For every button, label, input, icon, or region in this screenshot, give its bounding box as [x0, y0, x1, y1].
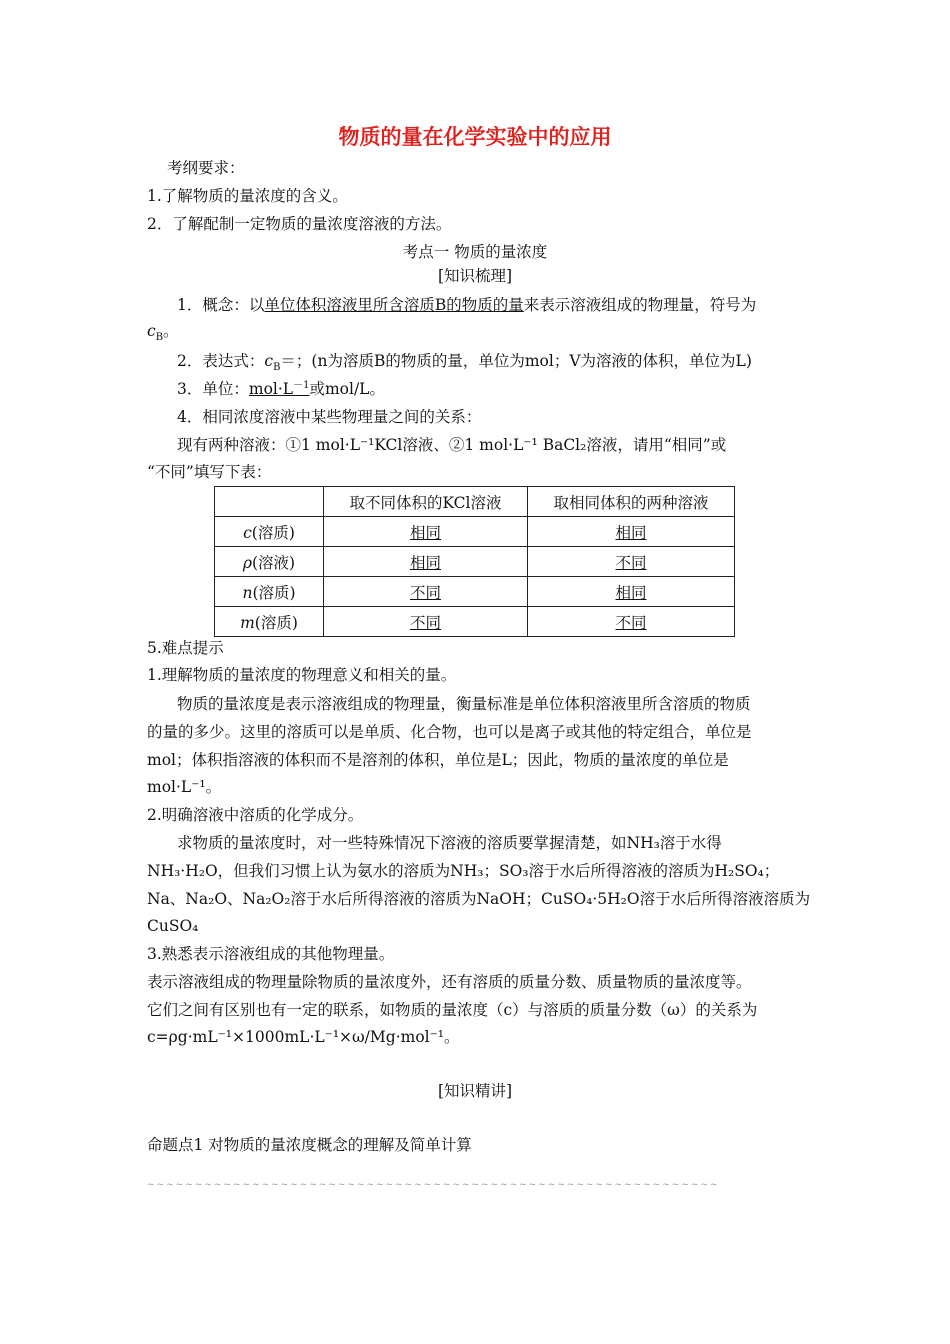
page-title: 物质的量在化学实验中的应用	[338, 125, 612, 149]
row-label: m(溶质)	[215, 607, 324, 637]
table-row	[215, 517, 735, 547]
requirement-item-1: 1.了解物质的量浓度的含义。	[147, 187, 348, 205]
section1-heading: 考点一 物质的量浓度	[402, 243, 548, 261]
table-row	[215, 577, 735, 607]
paragraph-line: NH₃·H₂O，但我们习惯上认为氨水的溶质为NH₃；SO₃溶于水后所得溶液的溶质为H₂SO₄；	[147, 862, 780, 880]
row-label: ρ(溶液)	[215, 547, 324, 577]
paragraph-line: mol；体积指溶液的体积而不是溶剂的体积，单位是L；因此，物质的量浓度的单位是	[147, 751, 729, 769]
paragraph-line: 表示溶液组成的物理量除物质的量浓度外，还有溶质的质量分数、质量物质的量浓度等。	[147, 973, 752, 991]
paragraph-line: 物质的量浓度是表示溶液组成的物理量，衡量标准是单位体积溶液里所含溶质的物质	[177, 695, 751, 713]
solutions-line-1: 现有两种溶液：①1 mol·L⁻¹KCl溶液、②1 mol·L⁻¹ BaCl₂溶液，请用“相同”或	[177, 436, 727, 454]
unit-paragraph: 3．单位：$mol\cdot L^{-1}$或mol/L。	[177, 379, 385, 398]
expression-paragraph: 2．表达式：$c_B=$；(n为溶质B的物质的量，单位为mol；V为溶液的体积，单位为L)	[177, 352, 752, 374]
requirement-item-2: 2．了解配制一定物质的量浓度溶液的方法。	[147, 215, 452, 233]
table-row	[215, 547, 735, 577]
concept-underline: 单位体积溶液里所含溶质B的物质的量	[264, 296, 524, 314]
row-label: c(溶质)	[215, 517, 324, 547]
table-header-cell: 取不同体积的KCl溶液	[324, 487, 528, 517]
paragraph-line: 求物质的量浓度时，对一些特殊情况下溶液的溶质要掌握清楚，如NH₃溶于水得	[177, 834, 722, 852]
table-cell: 相同	[324, 517, 528, 547]
table-header-cell	[215, 487, 324, 517]
difficulty-point-2: 2.明确溶液中溶质的化学成分。	[147, 806, 364, 824]
wavy-divider: ~~~~~~~~~~~~~~~~~~~~~~~~~~~~~~~~~~~~~~~~~~~~~~~~~~~~~~~~~~~~	[147, 1180, 720, 1190]
relation-paragraph: 4．相同浓度溶液中某些物理量之间的关系：	[177, 408, 482, 426]
paragraph-line: 的量的多少。这里的溶质可以是单质、化合物，也可以是离子或其他的特定组合，单位是	[147, 723, 752, 741]
section2-subheading: [知识精讲]	[437, 1082, 513, 1100]
requirements-heading: 考纲要求：	[167, 159, 245, 177]
table-row	[215, 607, 735, 637]
paragraph-line: c=ρg·mL⁻¹×1000mL·L⁻¹×ω/Mg·mol⁻¹。	[147, 1028, 460, 1046]
table-cell: 不同	[528, 547, 735, 577]
table-cell: 相同	[528, 517, 735, 547]
table-cell: 相同	[528, 577, 735, 607]
table-header-row	[215, 487, 735, 517]
table-cell: 相同	[324, 547, 528, 577]
table-cell: 不同	[324, 607, 528, 637]
comparison-table	[214, 486, 735, 637]
difficulty-point-1: 1.理解物质的量浓度的物理意义和相关的量。	[147, 666, 457, 684]
concept-paragraph: 1．概念：以单位体积溶液里所含溶质B的物质的量来表示溶液组成的物理量，符号为	[177, 296, 757, 314]
paragraph-line: CuSO₄	[147, 917, 199, 935]
table-cell: 不同	[324, 577, 528, 607]
table-header-cell: 取相同体积的两种溶液	[528, 487, 735, 517]
table-cell: 不同	[528, 607, 735, 637]
solutions-line-2: “不同”填写下表：	[147, 463, 272, 481]
topic-item-1: 命题点1 对物质的量浓度概念的理解及简单计算	[147, 1136, 472, 1154]
concept-symbol: $c_B$。	[147, 322, 179, 344]
paragraph-line: 它们之间有区别也有一定的联系，如物质的量浓度（c）与溶质的质量分数（ω）的关系为	[147, 1001, 758, 1019]
unit-underline: $mol\cdot L^{-1}$	[248, 379, 310, 398]
row-label: n(溶质)	[215, 577, 324, 607]
paragraph-line: Na、Na₂O、Na₂O₂溶于水后所得溶液的溶质为NaOH；CuSO₄·5H₂O溶于水后所得溶液溶质为	[147, 890, 811, 908]
difficulty-point-3: 3.熟悉表示溶液组成的其他物理量。	[147, 945, 395, 963]
difficulty-heading: 5.难点提示	[147, 639, 224, 657]
paragraph-line: mol·L⁻¹。	[147, 778, 222, 796]
section1-subheading: [知识梳理]	[437, 267, 513, 285]
